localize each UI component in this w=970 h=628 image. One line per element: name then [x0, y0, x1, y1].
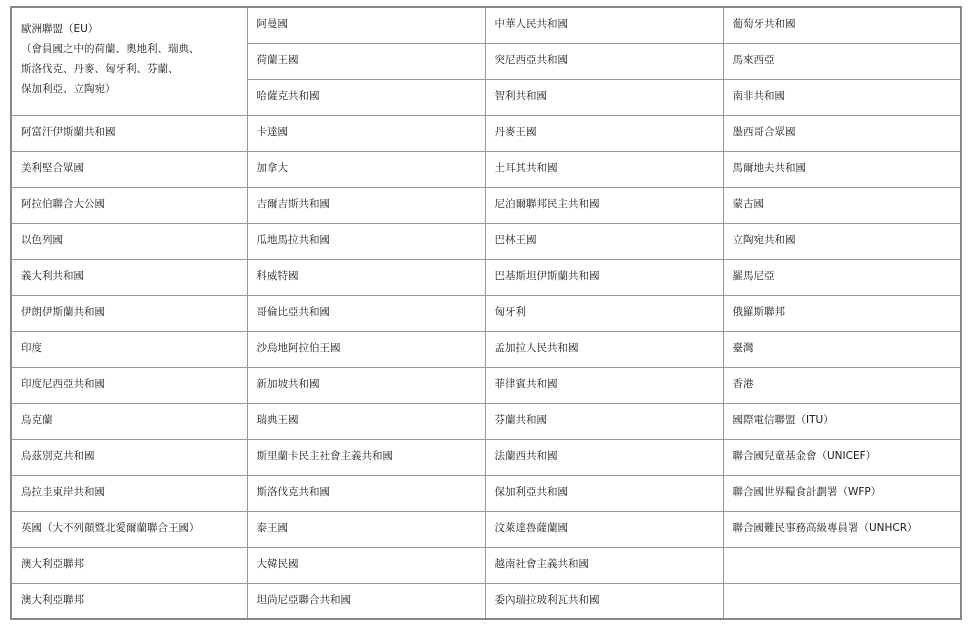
table-cell: 越南社會主義共和國 [485, 547, 723, 583]
table-row [11, 187, 961, 223]
table-cell: 斯里蘭卡民主社會主義共和國 [247, 439, 485, 475]
table-row [11, 403, 961, 439]
table-cell: 印度尼西亞共和國 [11, 367, 247, 403]
table-cell: 菲律賓共和國 [485, 367, 723, 403]
table-cell: 匈牙利 [485, 295, 723, 331]
table-cell: 新加坡共和國 [247, 367, 485, 403]
table-cell: 坦尚尼亞聯合共和國 [247, 583, 485, 619]
table-cell [723, 583, 961, 619]
table-cell: 智利共和國 [485, 79, 723, 115]
table-cell: 委內瑞拉玻利瓦共和國 [485, 583, 723, 619]
table-cell: 阿拉伯聯合大公國 [11, 187, 247, 223]
table-row [11, 511, 961, 547]
table-row [11, 439, 961, 475]
table-cell [723, 547, 961, 583]
table-cell: 馬來西亞 [723, 43, 961, 79]
table-cell: 巴基斯坦伊斯蘭共和國 [485, 259, 723, 295]
table-cell: 伊朗伊斯蘭共和國 [11, 295, 247, 331]
table-cell: 吉爾吉斯共和國 [247, 187, 485, 223]
table-cell: 芬蘭共和國 [485, 403, 723, 439]
table-cell: 義大利共和國 [11, 259, 247, 295]
table-cell: 聯合國難民事務高級專員署（UNHCR） [723, 511, 961, 547]
eu-cell [11, 7, 247, 115]
table-cell: 土耳其共和國 [485, 151, 723, 187]
table-row [11, 475, 961, 511]
table-cell: 突尼西亞共和國 [485, 43, 723, 79]
table-cell: 瑞典王國 [247, 403, 485, 439]
table-cell: 立陶宛共和國 [723, 223, 961, 259]
table-cell: 俄羅斯聯邦 [723, 295, 961, 331]
table-row [11, 331, 961, 367]
table-row [11, 223, 961, 259]
table-row [11, 583, 961, 619]
table-cell: 斯洛伐克共和國 [247, 475, 485, 511]
eu-cell-line: 保加利亞、立陶宛） [21, 83, 116, 95]
table-cell: 法蘭西共和國 [485, 439, 723, 475]
table-cell: 烏拉圭東岸共和國 [11, 475, 247, 511]
table-cell: 臺灣 [723, 331, 961, 367]
table-cell: 聯合國世界糧食計劃署（WFP） [723, 475, 961, 511]
table-cell: 阿曼國 [247, 7, 485, 43]
table-cell: 巴林王國 [485, 223, 723, 259]
table-cell: 中華人民共和國 [485, 7, 723, 43]
table-cell: 加拿大 [247, 151, 485, 187]
table-cell: 葡萄牙共和國 [723, 7, 961, 43]
table-cell: 科威特國 [247, 259, 485, 295]
country-table-container [10, 6, 960, 620]
table-row [11, 7, 961, 43]
country-table [10, 6, 962, 620]
eu-cell-line: （會員國之中的荷蘭、奧地利、瑞典、 [21, 43, 200, 55]
table-cell: 英國（大不列顛暨北愛爾蘭聯合王國） [11, 511, 247, 547]
table-cell: 美利堅合眾國 [11, 151, 247, 187]
table-cell: 孟加拉人民共和國 [485, 331, 723, 367]
table-cell: 哈薩克共和國 [247, 79, 485, 115]
eu-cell-line: 斯洛伐克、丹麥、匈牙利、芬蘭、 [21, 63, 179, 75]
table-cell: 卡達國 [247, 115, 485, 151]
table-cell: 香港 [723, 367, 961, 403]
table-cell: 澳大利亞聯邦 [11, 547, 247, 583]
table-cell: 蒙古國 [723, 187, 961, 223]
table-cell: 烏茲別克共和國 [11, 439, 247, 475]
table-row [11, 547, 961, 583]
table-row [11, 367, 961, 403]
table-cell: 澳大利亞聯邦 [11, 583, 247, 619]
eu-cell-line: 歐洲聯盟（EU） [21, 23, 99, 35]
table-row [11, 295, 961, 331]
table-cell: 羅馬尼亞 [723, 259, 961, 295]
table-cell: 國際電信聯盟（ITU） [723, 403, 961, 439]
table-cell: 沙烏地阿拉伯王國 [247, 331, 485, 367]
table-cell: 南非共和國 [723, 79, 961, 115]
table-cell: 印度 [11, 331, 247, 367]
table-cell: 大韓民國 [247, 547, 485, 583]
table-cell: 以色列國 [11, 223, 247, 259]
table-cell: 哥倫比亞共和國 [247, 295, 485, 331]
table-cell: 阿富汗伊斯蘭共和國 [11, 115, 247, 151]
table-row [11, 151, 961, 187]
table-row [11, 115, 961, 151]
table-cell: 聯合國兒童基金會（UNICEF） [723, 439, 961, 475]
table-row [11, 259, 961, 295]
table-cell: 尼泊爾聯邦民主共和國 [485, 187, 723, 223]
table-cell: 馬爾地夫共和國 [723, 151, 961, 187]
table-cell: 保加利亞共和國 [485, 475, 723, 511]
table-cell: 墨西哥合眾國 [723, 115, 961, 151]
table-cell: 泰王國 [247, 511, 485, 547]
table-cell: 瓜地馬拉共和國 [247, 223, 485, 259]
table-cell: 荷蘭王國 [247, 43, 485, 79]
table-cell: 烏克蘭 [11, 403, 247, 439]
table-cell: 丹麥王國 [485, 115, 723, 151]
country-table-body [11, 7, 961, 619]
table-cell: 汶萊達魯薩蘭國 [485, 511, 723, 547]
